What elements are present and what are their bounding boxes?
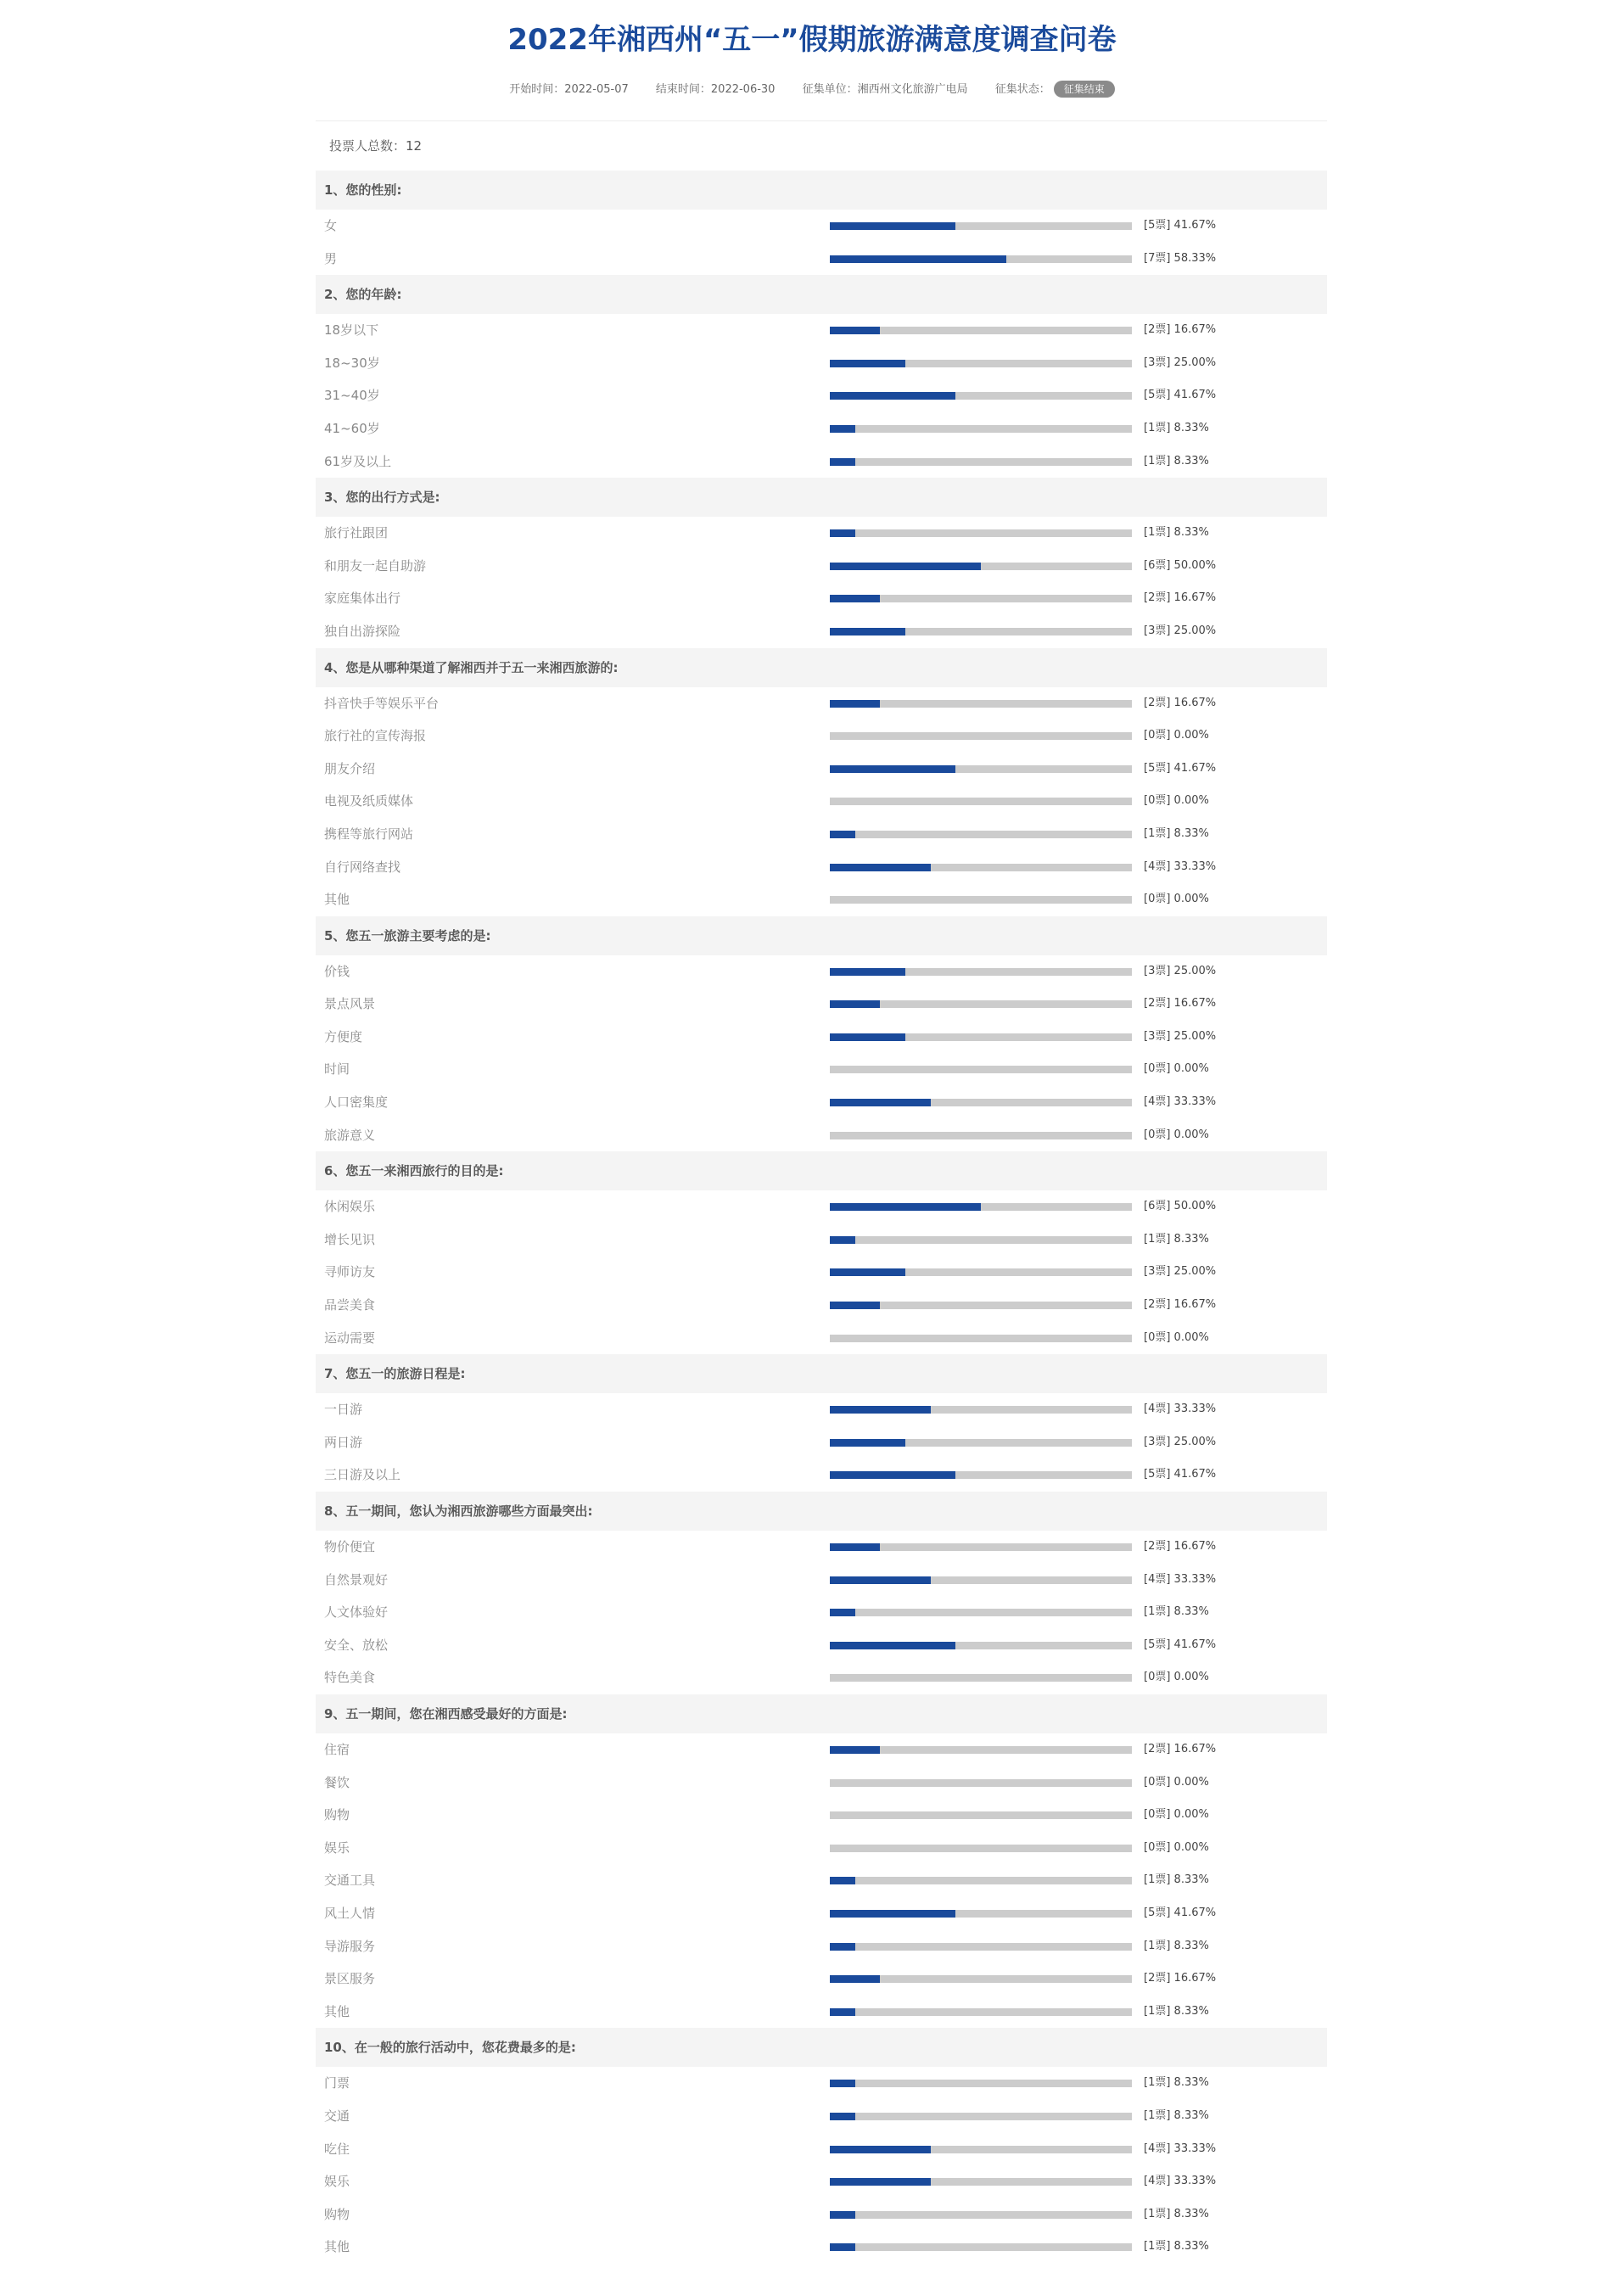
option-label: 人口密集度: [324, 1095, 389, 1111]
option-row: [316, 988, 1327, 1021]
progress-fill: [830, 1543, 880, 1551]
option-row: [316, 2198, 1327, 2231]
option-row: [316, 2067, 1327, 2100]
progress-bar: [830, 1033, 1132, 1041]
progress-bar: [830, 1236, 1132, 1244]
progress-fill: [830, 2080, 855, 2087]
option-label: 购物: [324, 2206, 350, 2222]
progress-bar: [830, 1910, 1132, 1918]
progress-fill: [830, 458, 855, 466]
vote-stat: [3票] 25.00%: [1144, 624, 1217, 637]
option-label: 门票: [324, 2075, 350, 2091]
progress-fill: [830, 1943, 855, 1951]
option-label: 增长见识: [324, 1231, 376, 1247]
progress-fill: [830, 765, 955, 773]
option-row: [316, 1289, 1327, 1322]
option-row: [316, 445, 1327, 479]
option-row: [316, 210, 1327, 243]
option-row: [316, 1119, 1327, 1152]
option-row: [316, 753, 1327, 786]
option-row: [316, 818, 1327, 851]
progress-bar: [830, 222, 1132, 230]
option-label: 旅行社的宣传海报: [324, 728, 427, 744]
option-row: [316, 517, 1327, 550]
option-row: [316, 1996, 1327, 2029]
progress-bar: [830, 327, 1132, 334]
progress-bar: [830, 1877, 1132, 1884]
option-row: [316, 412, 1327, 445]
progress-bar: [830, 1203, 1132, 1211]
progress-fill: [830, 360, 905, 367]
option-label: 时间: [324, 1061, 350, 1078]
vote-stat: [1票] 8.33%: [1144, 421, 1209, 434]
progress-bar: [830, 1335, 1132, 1342]
option-row: [316, 883, 1327, 916]
progress-fill: [830, 1099, 931, 1106]
vote-stat: [1票] 8.33%: [1144, 2207, 1209, 2220]
vote-stat: [0票] 0.00%: [1144, 794, 1209, 808]
progress-fill: [830, 1642, 955, 1649]
progress-bar: [830, 360, 1132, 367]
vote-stat: [2票] 16.67%: [1144, 1742, 1217, 1755]
option-label: 特色美食: [324, 1670, 376, 1686]
option-row: [316, 2165, 1327, 2198]
option-row: [316, 1393, 1327, 1426]
option-label: 娱乐: [324, 1839, 350, 1856]
vote-stat: [1票] 8.33%: [1144, 2240, 1209, 2254]
progress-fill: [830, 1236, 855, 1244]
vote-stat: [7票] 58.33%: [1144, 251, 1217, 265]
progress-fill: [830, 831, 855, 838]
progress-bar: [830, 1576, 1132, 1584]
vote-stat: [4票] 33.33%: [1144, 1572, 1217, 1586]
progress-fill: [830, 1576, 931, 1584]
progress-bar: [830, 1975, 1132, 1983]
progress-bar: [830, 896, 1132, 904]
option-row: [316, 1962, 1327, 1996]
option-label: 娱乐: [324, 2174, 350, 2190]
option-row: [316, 1832, 1327, 1865]
question-title: 2、您的年龄:: [316, 275, 1327, 314]
progress-bar: [830, 2211, 1132, 2219]
progress-fill: [830, 968, 905, 976]
vote-stat: [1票] 8.33%: [1144, 2108, 1209, 2122]
progress-bar: [830, 1779, 1132, 1787]
end-time: 结束时间：2022-06-30: [655, 83, 776, 96]
progress-bar: [830, 1642, 1132, 1649]
option-row: [316, 1661, 1327, 1694]
progress-bar: [830, 2178, 1132, 2186]
option-row: [316, 2100, 1327, 2133]
progress-bar: [830, 700, 1132, 708]
option-label: 旅游意义: [324, 1127, 376, 1143]
progress-fill: [830, 529, 855, 537]
progress-bar: [830, 563, 1132, 570]
option-label: 交通: [324, 2108, 350, 2124]
option-label: 寻师访友: [324, 1264, 376, 1280]
progress-bar: [830, 1000, 1132, 1008]
option-row: [316, 1930, 1327, 1963]
option-row: [316, 347, 1327, 380]
progress-fill: [830, 1975, 880, 1983]
progress-bar: [830, 1132, 1132, 1139]
progress-bar: [830, 2080, 1132, 2087]
progress-fill: [830, 255, 1006, 263]
vote-stat: [2票] 16.67%: [1144, 997, 1217, 1011]
progress-fill: [830, 628, 905, 635]
option-row: [316, 1596, 1327, 1629]
option-label: 其他: [324, 2239, 350, 2255]
progress-bar: [830, 968, 1132, 976]
progress-bar: [830, 628, 1132, 635]
progress-fill: [830, 1746, 880, 1754]
progress-bar: [830, 1268, 1132, 1276]
progress-fill: [830, 1268, 905, 1276]
option-label: 旅行社跟团: [324, 525, 389, 541]
progress-bar: [830, 255, 1132, 263]
progress-bar: [830, 732, 1132, 740]
option-label: 61岁及以上: [324, 453, 392, 469]
vote-stat: [5票] 41.67%: [1144, 1906, 1217, 1919]
vote-stat: [4票] 33.33%: [1144, 2142, 1217, 2155]
option-label: 自然景观好: [324, 1571, 389, 1587]
vote-stat: [4票] 33.33%: [1144, 1095, 1217, 1109]
option-label: 18~30岁: [324, 355, 380, 371]
option-row: [316, 1864, 1327, 1897]
vote-stat: [3票] 25.00%: [1144, 1435, 1217, 1448]
progress-bar: [830, 864, 1132, 871]
option-row: [316, 1190, 1327, 1223]
vote-stat: [2票] 16.67%: [1144, 591, 1217, 605]
progress-bar: [830, 1543, 1132, 1551]
option-label: 品尝美食: [324, 1297, 376, 1313]
option-label: 方便度: [324, 1028, 363, 1044]
total-voters: 投票人总数：12: [329, 138, 423, 154]
survey-meta: [0, 80, 1624, 100]
vote-stat: [1票] 8.33%: [1144, 2076, 1209, 2090]
vote-stat: [5票] 41.67%: [1144, 389, 1217, 402]
progress-fill: [830, 2243, 855, 2251]
progress-bar: [830, 1406, 1132, 1414]
progress-fill: [830, 1471, 955, 1479]
option-label: 运动需要: [324, 1330, 376, 1346]
progress-fill: [830, 1877, 855, 1884]
vote-stat: [5票] 41.67%: [1144, 1468, 1217, 1481]
option-row: [316, 719, 1327, 753]
vote-stat: [4票] 33.33%: [1144, 859, 1217, 873]
progress-fill: [830, 1000, 880, 1008]
option-row: [316, 314, 1327, 347]
vote-stat: [0票] 0.00%: [1144, 1775, 1209, 1789]
progress-bar: [830, 2113, 1132, 2120]
option-label: 景点风景: [324, 996, 376, 1012]
progress-bar: [830, 392, 1132, 400]
progress-bar: [830, 1439, 1132, 1447]
progress-bar: [830, 2146, 1132, 2153]
vote-stat: [1票] 8.33%: [1144, 826, 1209, 840]
option-label: 吃住: [324, 2141, 350, 2157]
vote-stat: [0票] 0.00%: [1144, 1062, 1209, 1076]
vote-stat: [0票] 0.00%: [1144, 1128, 1209, 1141]
progress-bar: [830, 529, 1132, 537]
status-label: 征集状态：: [994, 83, 1050, 96]
option-label: 独自出游探险: [324, 623, 401, 639]
status-field: [995, 83, 1115, 96]
progress-fill: [830, 1033, 905, 1041]
vote-stat: [0票] 0.00%: [1144, 893, 1209, 906]
vote-stat: [3票] 25.00%: [1144, 1265, 1217, 1279]
option-row: [316, 2231, 1327, 2264]
progress-bar: [830, 1943, 1132, 1951]
option-label: 和朋友一起自助游: [324, 557, 427, 574]
progress-bar: [830, 1471, 1132, 1479]
option-row: [316, 785, 1327, 818]
option-label: 其他: [324, 892, 350, 908]
option-label: 交通工具: [324, 1873, 376, 1889]
progress-bar: [830, 1066, 1132, 1073]
vote-stat: [0票] 0.00%: [1144, 1808, 1209, 1822]
option-row: [316, 687, 1327, 720]
option-row: [316, 1223, 1327, 1257]
question-title: 8、五一期间，您认为湘西旅游哪些方面最突出:: [316, 1492, 1327, 1531]
option-label: 携程等旅行网站: [324, 826, 414, 842]
progress-bar: [830, 2008, 1132, 2016]
vote-stat: [1票] 8.33%: [1144, 454, 1209, 468]
option-row: [316, 1799, 1327, 1832]
question-title: 6、您五一来湘西旅行的目的是:: [316, 1151, 1327, 1190]
vote-stat: [2票] 16.67%: [1144, 696, 1217, 709]
progress-bar: [830, 425, 1132, 433]
option-row: [316, 379, 1327, 412]
vote-stat: [3票] 25.00%: [1144, 964, 1217, 977]
progress-bar: [830, 1674, 1132, 1682]
question-list: [316, 171, 1327, 2264]
progress-fill: [830, 563, 981, 570]
option-row: [316, 582, 1327, 615]
vote-stat: [4票] 33.33%: [1144, 1403, 1217, 1416]
option-label: 两日游: [324, 1434, 363, 1450]
vote-stat: [0票] 0.00%: [1144, 1671, 1209, 1684]
option-row: [316, 2133, 1327, 2166]
option-row: [316, 1766, 1327, 1800]
vote-stat: [0票] 0.00%: [1144, 1330, 1209, 1344]
question-title: 1、您的性别:: [316, 171, 1327, 210]
progress-bar: [830, 1811, 1132, 1819]
progress-bar: [830, 1099, 1132, 1106]
progress-bar: [830, 765, 1132, 773]
results-container: [316, 120, 1327, 2264]
option-label: 购物: [324, 1807, 350, 1823]
option-label: 住宿: [324, 1741, 350, 1757]
vote-stat: [1票] 8.33%: [1144, 1232, 1209, 1246]
progress-fill: [830, 2008, 855, 2016]
vote-stat: [6票] 50.00%: [1144, 558, 1217, 572]
collecting-unit: 征集单位：湘西州文化旅游广电局: [802, 83, 968, 96]
vote-stat: [2票] 16.67%: [1144, 1298, 1217, 1312]
option-label: 三日游及以上: [324, 1467, 401, 1483]
vote-stat: [3票] 25.00%: [1144, 356, 1217, 369]
progress-bar: [830, 831, 1132, 838]
vote-stat: [4票] 33.33%: [1144, 2175, 1217, 2188]
option-label: 18岁以下: [324, 322, 379, 339]
vote-stat: [1票] 8.33%: [1144, 1873, 1209, 1887]
question-title: 5、您五一旅游主要考虑的是:: [316, 916, 1327, 955]
progress-bar: [830, 1746, 1132, 1754]
option-row: [316, 243, 1327, 276]
progress-fill: [830, 2113, 855, 2120]
vote-stat: [2票] 16.67%: [1144, 323, 1217, 337]
option-row: [316, 1426, 1327, 1459]
progress-bar: [830, 1609, 1132, 1616]
vote-stat: [1票] 8.33%: [1144, 1605, 1209, 1619]
start-time: 开始时间：2022-05-07: [509, 83, 629, 96]
progress-bar: [830, 2243, 1132, 2251]
progress-fill: [830, 2211, 855, 2219]
progress-fill: [830, 2146, 931, 2153]
progress-fill: [830, 1406, 931, 1414]
option-label: 价钱: [324, 963, 350, 979]
question-title: 3、您的出行方式是:: [316, 478, 1327, 517]
option-label: 风土人情: [324, 1905, 376, 1921]
option-label: 女: [324, 218, 338, 233]
vote-stat: [0票] 0.00%: [1144, 1840, 1209, 1854]
progress-fill: [830, 392, 955, 400]
vote-stat: [2票] 16.67%: [1144, 1540, 1217, 1553]
vote-stat: [3票] 25.00%: [1144, 1029, 1217, 1043]
progress-fill: [830, 425, 855, 433]
option-row: [316, 1564, 1327, 1597]
option-row: [316, 955, 1327, 988]
option-label: 31~40岁: [324, 388, 380, 404]
option-label: 一日游: [324, 1402, 363, 1418]
option-label: 41~60岁: [324, 420, 380, 436]
vote-stat: [1票] 8.33%: [1144, 1939, 1209, 1952]
question-title: 10、在一般的旅行活动中，您花费最多的是:: [316, 2028, 1327, 2067]
progress-fill: [830, 1910, 955, 1918]
option-row: [316, 1322, 1327, 1355]
option-label: 人文体验好: [324, 1604, 389, 1621]
vote-stat: [0票] 0.00%: [1144, 729, 1209, 742]
option-label: 餐饮: [324, 1774, 350, 1790]
option-row: [316, 1733, 1327, 1766]
option-row: [316, 1629, 1327, 1662]
option-label: 景区服务: [324, 1971, 376, 1987]
option-row: [316, 1021, 1327, 1054]
option-label: 抖音快手等娱乐平台: [324, 695, 440, 711]
progress-fill: [830, 1609, 855, 1616]
option-row: [316, 550, 1327, 583]
progress-bar: [830, 1845, 1132, 1852]
option-row: [316, 851, 1327, 884]
page-title: 2022年湘西州“五一”假期旅游满意度调查问卷: [507, 23, 1117, 57]
option-label: 电视及纸质媒体: [324, 793, 414, 809]
question-title: 9、五一期间，您在湘西感受最好的方面是:: [316, 1694, 1327, 1733]
option-label: 男: [324, 250, 338, 266]
question-title: 4、您是从哪种渠道了解湘西并于五一来湘西旅游的:: [316, 648, 1327, 687]
option-label: 休闲娱乐: [324, 1199, 376, 1215]
progress-bar: [830, 458, 1132, 466]
status-badge: 征集结束: [1054, 81, 1115, 98]
progress-bar: [830, 595, 1132, 602]
progress-fill: [830, 2178, 931, 2186]
progress-fill: [830, 1302, 880, 1309]
progress-bar: [830, 1302, 1132, 1309]
option-label: 家庭集体出行: [324, 591, 401, 607]
option-label: 物价便宜: [324, 1539, 376, 1554]
vote-stat: [6票] 50.00%: [1144, 1200, 1217, 1213]
option-label: 导游服务: [324, 1938, 376, 1954]
option-label: 自行网络查找: [324, 859, 401, 875]
option-row: [316, 1531, 1327, 1564]
vote-stat: [1票] 8.33%: [1144, 526, 1209, 540]
option-row: [316, 1897, 1327, 1930]
option-row: [316, 1086, 1327, 1119]
vote-stat: [5票] 41.67%: [1144, 219, 1217, 232]
progress-fill: [830, 700, 880, 708]
vote-stat: [2票] 16.67%: [1144, 1972, 1217, 1985]
vote-stat: [5票] 41.67%: [1144, 761, 1217, 775]
progress-bar: [830, 798, 1132, 805]
option-label: 其他: [324, 2003, 350, 2019]
option-row: [316, 1256, 1327, 1289]
progress-fill: [830, 327, 880, 334]
option-label: 朋友介绍: [324, 760, 376, 776]
progress-fill: [830, 1203, 981, 1211]
question-title: 7、您五一的旅游日程是:: [316, 1354, 1327, 1393]
progress-fill: [830, 1439, 905, 1447]
vote-stat: [1票] 8.33%: [1144, 2004, 1209, 2018]
option-row: [316, 1053, 1327, 1086]
option-row: [316, 1459, 1327, 1492]
progress-fill: [830, 595, 880, 602]
progress-fill: [830, 864, 931, 871]
option-row: [316, 615, 1327, 648]
option-label: 安全、放松: [324, 1637, 389, 1653]
progress-fill: [830, 222, 955, 230]
vote-stat: [5票] 41.67%: [1144, 1638, 1217, 1651]
